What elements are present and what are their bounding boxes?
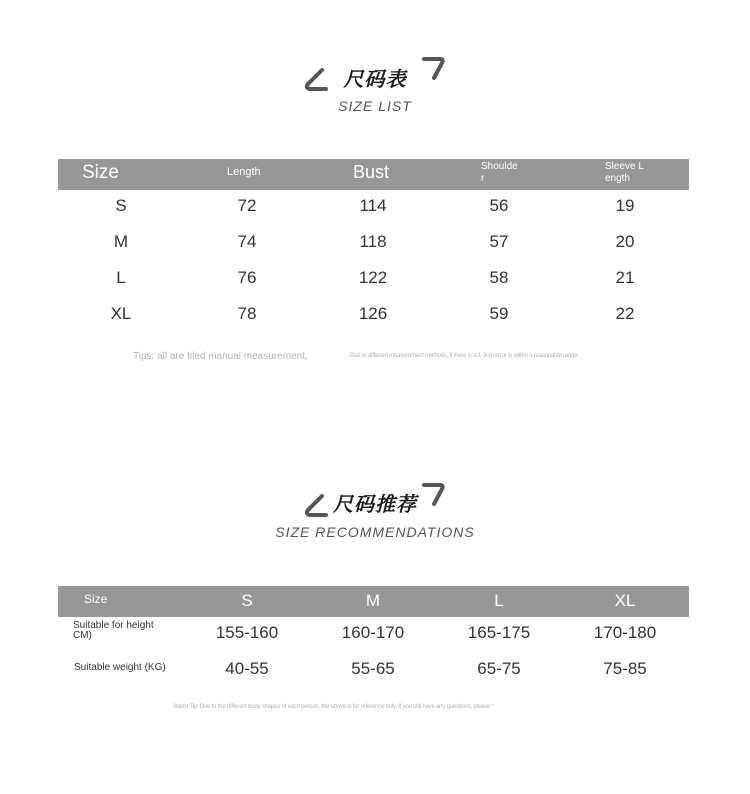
size-recommendations-title-en: SIZE RECOMMENDATIONS xyxy=(275,524,475,540)
header-size: Size xyxy=(84,592,108,606)
table-cell: 155-160 xyxy=(215,623,279,642)
header-sleeve-length: Sleeve Length xyxy=(605,161,644,184)
size-list-header-row xyxy=(58,159,689,190)
size-list-table xyxy=(58,159,689,329)
header-length: Length xyxy=(227,166,261,178)
header-l: L xyxy=(494,591,504,610)
table-cell: 40-55 xyxy=(225,659,269,678)
right-bracket-icon xyxy=(420,482,450,508)
size-list-title-en: SIZE LIST xyxy=(338,98,412,114)
table-cell: 74 xyxy=(237,232,257,251)
table-cell: 65-75 xyxy=(477,659,521,678)
header-s: S xyxy=(241,591,253,610)
table-cell: 160-170 xyxy=(341,623,405,642)
row-label-height: Suitable for height CM) xyxy=(73,620,154,641)
table-cell: 21 xyxy=(615,268,635,287)
right-bracket-icon xyxy=(420,56,450,82)
header-xl: XL xyxy=(614,591,636,610)
header-m: M xyxy=(365,591,381,610)
size-list-title-cn: 尺码表 xyxy=(343,67,407,91)
table-cell: 57 xyxy=(489,232,509,251)
table-cell: S xyxy=(115,196,127,215)
table-cell: 170-180 xyxy=(593,623,657,642)
size-recommendations-title-cn: 尺码推荐 xyxy=(333,492,417,516)
table-cell: 114 xyxy=(359,196,387,215)
table-cell: 118 xyxy=(359,232,387,251)
table-cell: 20 xyxy=(615,232,635,251)
table-cell: M xyxy=(113,232,129,251)
table-cell: 78 xyxy=(237,304,257,323)
table-cell: 75-85 xyxy=(603,659,647,678)
table-cell: 59 xyxy=(489,304,509,323)
table-cell: 126 xyxy=(358,304,388,323)
table-cell: 55-65 xyxy=(351,659,395,678)
table-cell: 165-175 xyxy=(467,623,531,642)
size-recommendations-header-row xyxy=(58,586,689,617)
header-bust: Bust xyxy=(353,162,390,182)
table-cell: XL xyxy=(110,304,132,323)
header-shoulder: Shoulder xyxy=(481,161,518,184)
table-cell: 76 xyxy=(237,268,257,287)
measurement-tip-right: Due to different measurement methods, if there is a 1-3cm error is within a reasonable range xyxy=(350,353,578,359)
table-cell: 56 xyxy=(489,196,509,215)
header-size: Size xyxy=(82,162,119,183)
table-cell: 22 xyxy=(615,304,635,323)
row-label-weight: Suitable weight (KG) xyxy=(74,662,166,673)
table-cell: 122 xyxy=(358,268,388,287)
table-cell: 72 xyxy=(237,196,257,215)
table-cell: 58 xyxy=(489,268,509,287)
size-recommendations-table xyxy=(58,586,689,686)
table-cell: 19 xyxy=(615,196,635,215)
table-cell: L xyxy=(116,268,126,287)
measurement-tip-left: Tips: all are tiled manual measurement, xyxy=(133,351,308,362)
warm-tip: Warm Tip: Due to the different body shapes of each person, the above is for reference only. If you still have any questions, please * xyxy=(173,704,494,710)
